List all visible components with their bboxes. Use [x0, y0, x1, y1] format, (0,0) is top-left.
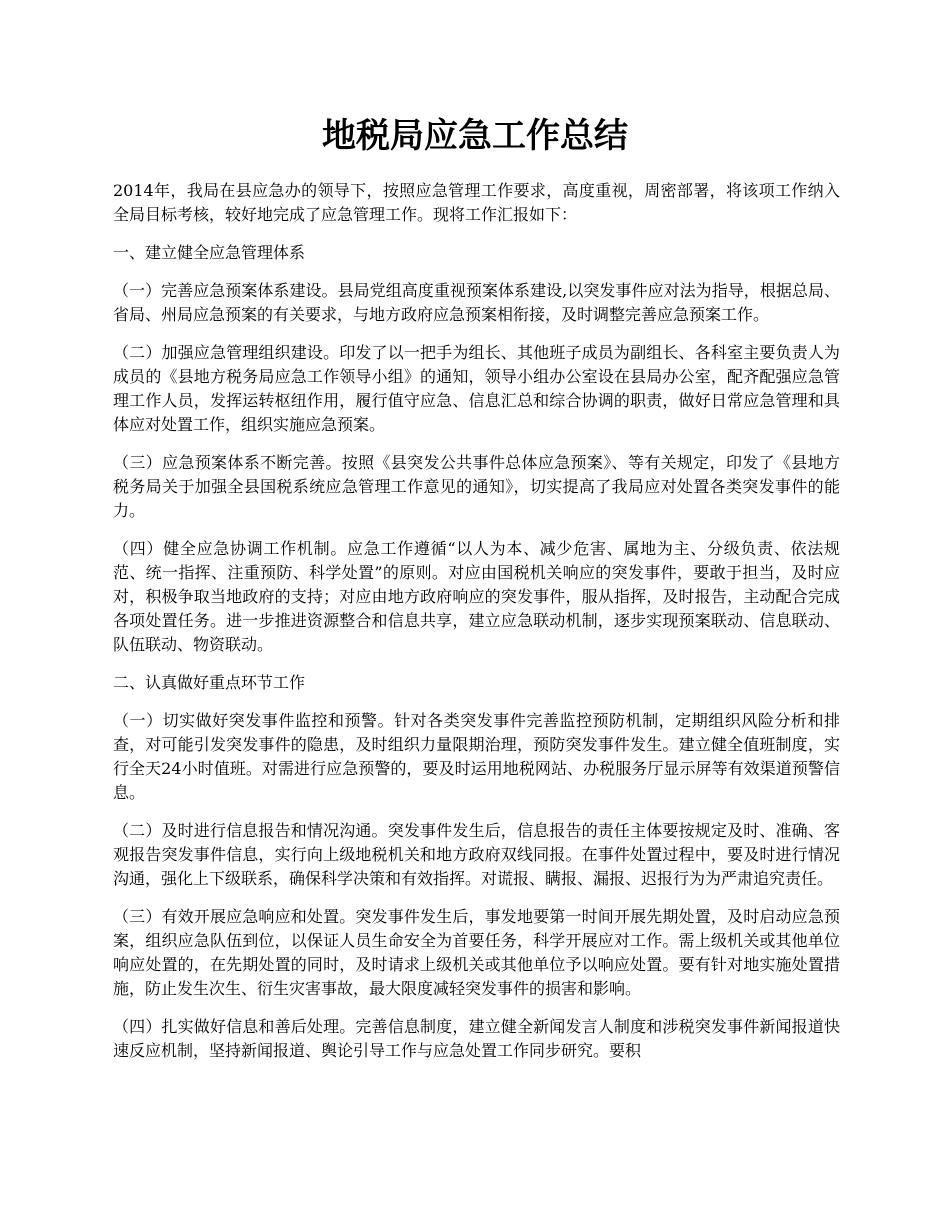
section-1-item-1: （一）完善应急预案体系建设。县局党组高度重视预案体系建设,以突发事件应对法为指导，根据总局、省局、州局应急预案的有关要求，与地方政府应急预案相衔接，及时调整完善应急预案工作。: [113, 281, 840, 324]
section-1-item-3: （三）应急预案体系不断完善。按照《县突发公共事件总体应急预案》、等有关规定，印发了《县地方税务局关于加强全县国税系统应急管理工作意见的通知》，切实提高了我局应对处置各类突发事件的能力。: [113, 453, 840, 520]
section-1-item-2: （二）加强应急管理组织建设。印发了以一把手为组长、其他班子成员为副组长、各科室主要负责人为成员的《县地方税务局应急工作领导小组》的通知，领导小组办公室设在县局办公室，配齐配强应急管理工作人员，发挥运转枢纽作用，履行值守应急、信息汇总和综合协调的职责，做好日常应急管理和具体应对处置工作，组织实施应急预案。: [113, 343, 840, 434]
section-2-item-3: （三）有效开展应急响应和处置。突发事件发生后，事发地要第一时间开展先期处置，及时启动应急预案，组织应急队伍到位，以保证人员生命安全为首要任务，科学开展应对工作。需上级机关或其他单位响应处置的，在先期处置的同时，及时请求上级机关或其他单位予以响应处置。要有针对地实施处置措施，防止发生次生、衍生灾害事故，最大限度减轻突发事件的损害和影响。: [113, 907, 840, 998]
section-2-item-2: （二）及时进行信息报告和情况沟通。突发事件发生后，信息报告的责任主体要按规定及时、准确、客观报告突发事件信息，实行向上级地税机关和地方政府双线同报。在事件处置过程中，要及时进行情况沟通，强化上下级联系，确保科学决策和有效指挥。对谎报、瞒报、漏报、迟报行为为严肃追究责任。: [113, 821, 840, 888]
section-2-item-1: （一）切实做好突发事件监控和预警。针对各类突发事件完善监控预防机制，定期组织风险分析和排查，对可能引发突发事件的隐患，及时组织力量限期治理，预防突发事件发生。建立健全值班制度，实行全天24小时值班。对需进行应急预警的，要及时运用地税网站、办税服务厅显示屏等有效渠道预警信息。: [113, 711, 840, 802]
section-heading-2: 二、认真做好重点环节工作: [113, 673, 306, 692]
section-1-item-4: （四）健全应急协调工作机制。应急工作遵循“以人为本、减少危害、属地为主、分级负责、依法规范、统一指挥、注重预防、科学处置”的原则。对应由国税机关响应的突发事件，要敢于担当，及时应对，积极争取当地政府的支持；对应由地方政府响应的突发事件，服从指挥，及时报告，主动配合完成各项处置任务。进一步推进资源整合和信息共享，建立应急联动机制，逐步实现预案联动、信息联动、队伍联动、物资联动。: [113, 539, 840, 654]
document-body: [113, 179, 840, 1077]
document-title: 地税局应急工作总结: [322, 116, 628, 156]
section-2-item-4: （四）扎实做好信息和善后处理。完善信息制度，建立健全新闻发言人制度和涉税突发事件新闻报道快速反应机制，坚持新闻报道、舆论引导工作与应急处置工作同步研究。要积: [113, 1017, 840, 1060]
intro-paragraph: 2014年，我局在县应急办的领导下，按照应急管理工作要求，高度重视，周密部署，将该项工作纳入全局目标考核，较好地完成了应急管理工作。现将工作汇报如下：: [113, 181, 840, 224]
section-heading-1: 一、建立健全应急管理体系: [113, 243, 306, 262]
